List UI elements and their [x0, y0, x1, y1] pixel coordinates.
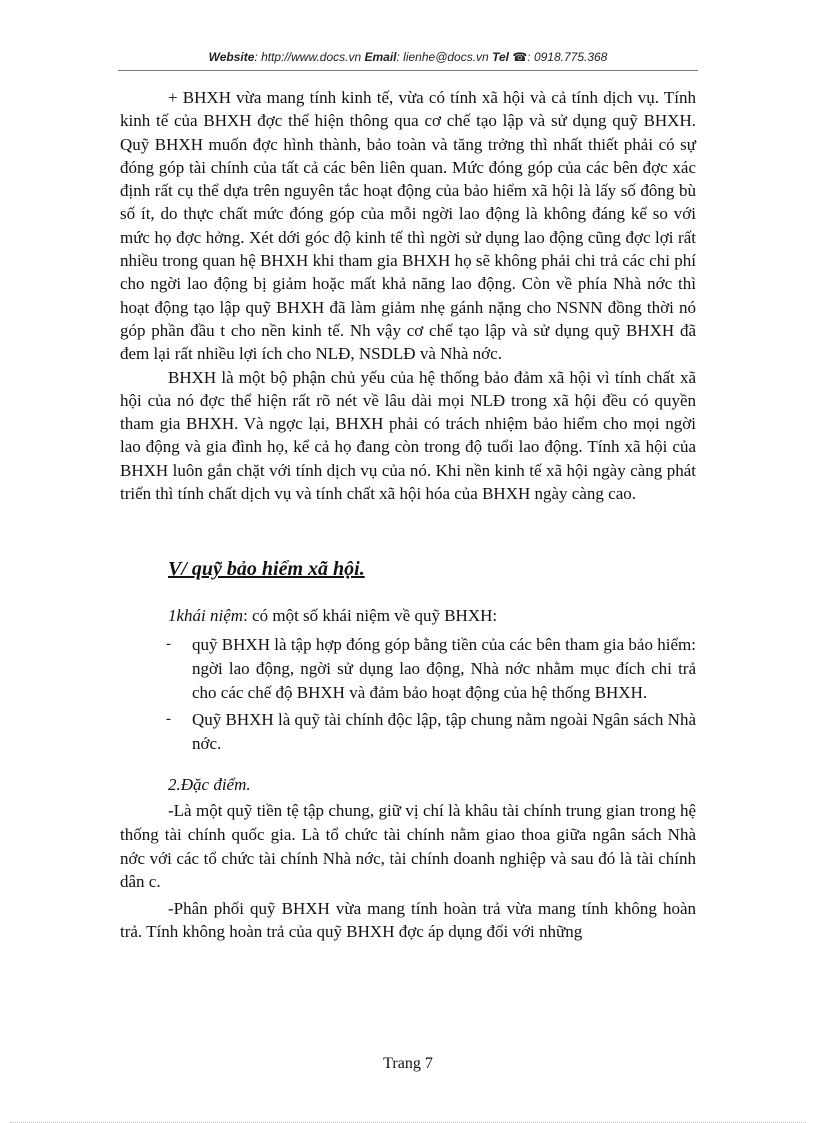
concept-subheading [168, 604, 696, 627]
bullet-marker: - [166, 636, 171, 653]
email-value: : lienhe@docs.vn [396, 50, 489, 64]
list-item-text: Quỹ BHXH là quỹ tài chính độc lập, tập chung nằm ngoài Ngân sách Nhà nớc. [192, 710, 696, 754]
page-header [118, 50, 698, 64]
paragraph-social-nature: BHXH là một bộ phận chủ yếu của hệ thống bảo đảm xã hội vì tính chất xã hội của nó đợc thể hiện rất rõ nét về lâu dài mọi NLĐ trong xã hội đều có quyền tham gia BHXH. Và ngợc lại, BHXH phải có trách nhiệm bảo hiểm cho mọi ngời lao động và gia đình họ, kể cả họ đang còn trong độ tuổi lao động. Tính xã hội của BHXH luôn gắn chặt với tính dịch vụ của nó. Khi nền kinh tế xã hội ngày càng phát triển thì tính chất dịch vụ và tính chất xã hội hóa của BHXH ngày càng cao. [120, 367, 696, 504]
features-subheading: 2.Đặc điểm. [168, 775, 251, 795]
paragraph-feature-2: -Phân phối quỹ BHXH vừa mang tính hoàn trả vừa mang tính không hoàn trả. Tính không hoàn trả của quỹ BHXH đợc áp dụng đối với những [120, 898, 696, 942]
concept-text: : có một số khái niệm về quỹ BHXH: [243, 606, 498, 626]
concept-label: 1khái niệm [168, 606, 244, 626]
section-heading: V/ quỹ bảo hiểm xã hội. [168, 558, 365, 581]
list-item-text: quỹ BHXH là tập hợp đóng góp bằng tiền của các bên tham gia bảo hiểm: ngời lao động, ngời sử dụng lao động, Nhà nớc nhằm mục đích chi trả cho các chế độ BHXH và đảm bảo hoạt động của hệ thống BHXH. [192, 635, 696, 703]
paragraph-economic-nature: + BHXH vừa mang tính kinh tế, vừa có tính xã hội và cả tính dịch vụ. Tính kinh tế của BHXH đợc thể hiện thông qua cơ chế tạo lập và sử dụng quỹ BHXH. Quỹ BHXH muốn đợc hình thành, bảo toàn và tăng trởng thì nhất thiết phải có sự đóng góp tài chính của tất cả các bên liên quan. Mức đóng góp của các bên đợc xác định rất cụ thể dựa trên nguyên tắc hoạt động của bảo hiểm xã hội là lấy số đông bù số ít, do thực chất mức đóng góp của mỗi ngời lao động là không đáng kể so với mức họ đợc hởng. Xét dới góc độ kinh tế thì ngời sử dụng lao động cũng đợc lợi rất nhiều trong quan hệ BHXH khi tham gia BHXH họ sẽ không phải chi trả các chi phí cho ngời lao động bị giảm hoặc mất khả năng lao động. Còn về phía Nhà nớc thì hoạt động tạo lập quỹ BHXH đã làm giảm nhẹ gánh nặng cho NSNN đồng thời nó góp phần đầu t cho nền kinh tế. Nh vậy cơ chế tạo lập và sử dụng quỹ BHXH đã đem lại rất nhiều lợi ích cho NLĐ, NSDLĐ và Nhà nớc. [120, 88, 696, 364]
page-content [120, 86, 696, 944]
header-divider [118, 70, 698, 71]
tel-value: : 0918.775.368 [527, 50, 608, 64]
email-label: Email [364, 50, 397, 64]
list-item [166, 708, 696, 756]
list-item [166, 633, 696, 705]
bullet-marker: - [166, 711, 171, 728]
website-label: Website [208, 50, 255, 64]
phone-icon: ☎ [512, 50, 528, 64]
website-value: : http://www.docs.vn [254, 50, 362, 64]
paragraph-feature-1: -Là một quỹ tiền tệ tập chung, giữ vị chí là khâu tài chính trung gian trong hệ thống tài chính quốc gia. Là tổ chức tài chính nằm giao thoa giữa ngân sách Nhà nớc với các tổ chức tài chính Nhà nớc, tài chính doanh nghiệp và sau đó là tài chính dân c. [120, 801, 696, 892]
concept-list [120, 633, 696, 756]
tel-label: Tel [492, 50, 509, 64]
page-number: Trang 7 [383, 1055, 433, 1072]
